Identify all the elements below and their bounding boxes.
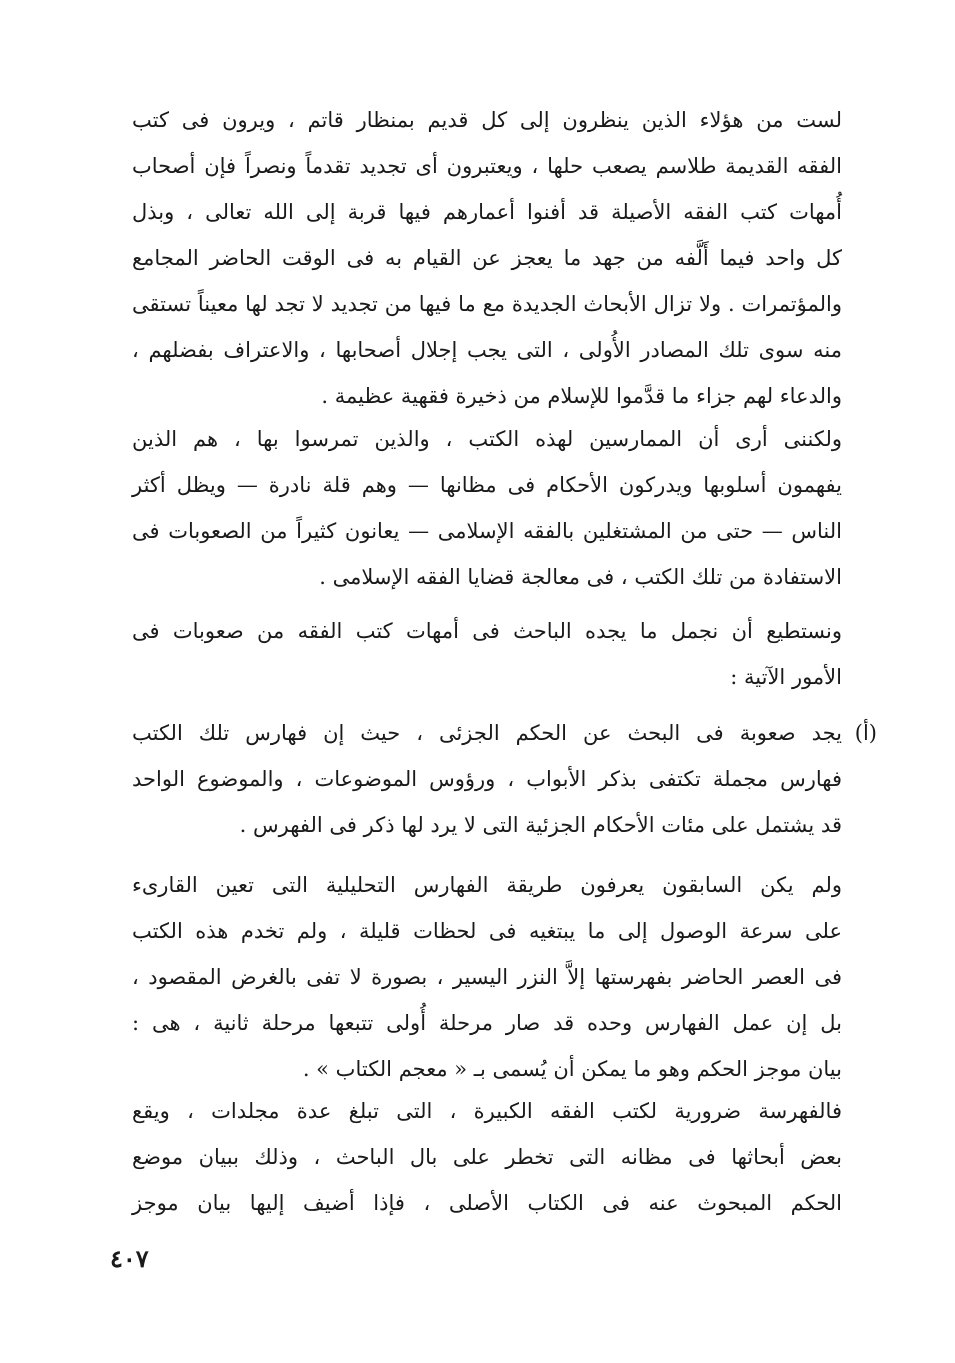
list-item-text: يجد صعوبة فى البحث عن الحكم الجزئى ، حيث إن فهارس تلك الكتب: [132, 721, 842, 745]
text-line: الأمور الآتية :: [730, 665, 842, 689]
text-line: ونستطيع أن نجمل ما يجده الباحث فى أمهات كتب الفقه من صعوبات فى: [132, 619, 842, 643]
page-number: ٤٠٧: [110, 1244, 149, 1273]
text-line: بعض أبحاثها فى مظانه التى تخطر على بال الباحث ، وذلك ببيان موضع: [132, 1145, 842, 1169]
text-line: والمؤتمرات . ولا تزال الأبحاث الجديدة مع ما فيها من تجديد لا تجد لها معيناً تستقى: [132, 292, 842, 316]
text-line: الاستفادة من تلك الكتب ، فى معالجة قضايا الفقه الإسلامى .: [319, 565, 842, 589]
list-item-a: [132, 710, 877, 848]
text-line: فى العصر الحاضر بفهرستها إلاَّ النزر اليسير ، بصورة لا تفى بالغرض المقصود ،: [132, 965, 842, 989]
text-line: الفقه القديمة طلاسم يصعب حلها ، ويعتبرون أى تجديد تقدماً ونصراً فإن أصحاب: [132, 154, 842, 178]
text-line: منه سوى تلك المصادر الأُولى ، التى يجب إجلال أصحابها ، والاعتراف بفضلهم ،: [132, 338, 842, 362]
text-line: ولم يكن السابقون يعرفون طريقة الفهارس التحليلية التى تعين القارىء: [132, 873, 842, 897]
text-line: الناس — حتى من المشتغلين بالفقه الإسلامى — يعانون كثيراً من الصعوبات فى: [132, 519, 842, 543]
text-line: كل واحد فيما أَلَّفه من جهد ما يعجز عن القيام به فى الوقت الحاضر المجامع: [132, 246, 842, 270]
text-line: والدعاء لهم جزاء ما قدَّموا للإسلام من ذخيرة فقهية عظيمة .: [321, 384, 842, 408]
text-line: الحكم المبحوث عنه فى الكتاب الأصلى ، فإذا أضيف إليها بيان موجز: [132, 1191, 842, 1215]
paragraph-3: [132, 608, 842, 700]
text-line: ولكننى أرى أن الممارسين لهذه الكتب ، والذين تمرسوا بها ، هم الذين: [132, 427, 842, 451]
text-line: يفهمون أسلوبها ويدركون الأحكام فى مظانها — وهم قلة نادرة — ويظل أكثر: [132, 473, 842, 497]
text-line: [132, 710, 877, 756]
text-line: قد يشتمل على مئات الأحكام الجزئية التى لا يرد لها ذكر فى الفهرس .: [239, 813, 842, 837]
text-line: فهارس مجملة تكتفى بذكر الأبواب ، ورؤوس الموضوعات ، والموضوع الواحد: [132, 767, 842, 791]
text-line: فالفهرسة ضرورية لكتب الفقه الكبيرة ، التى تبلغ عدة مجلدات ، ويقع: [132, 1099, 842, 1123]
list-marker: (أ): [854, 721, 877, 745]
text-line: لست من هؤلاء الذين ينظرون إلى كل قديم بمنظار قاتم ، ويرون فى كتب: [132, 108, 842, 132]
text-line: بل إن عمل الفهارس وحده قد صار مرحلة أُولى تتبعها مرحلة ثانية ، هى :: [132, 1011, 842, 1035]
text-line: أُمهات كتب الفقه الأصيلة قد أفنوا أعمارهم فيها قربة إلى الله تعالى ، وبذل: [132, 200, 842, 224]
paragraph-1: [132, 97, 842, 419]
paragraph-2: [132, 416, 842, 600]
paragraph-5: [132, 862, 842, 1092]
text-line: على سرعة الوصول إلى ما يبتغيه فى لحظات قليلة ، ولم تخدم هذه الكتب: [132, 919, 842, 943]
paragraph-6: [132, 1088, 842, 1226]
text-line: بيان موجز الحكم وهو ما يمكن أن يُسمى بـ « معجم الكتاب » .: [302, 1057, 842, 1081]
